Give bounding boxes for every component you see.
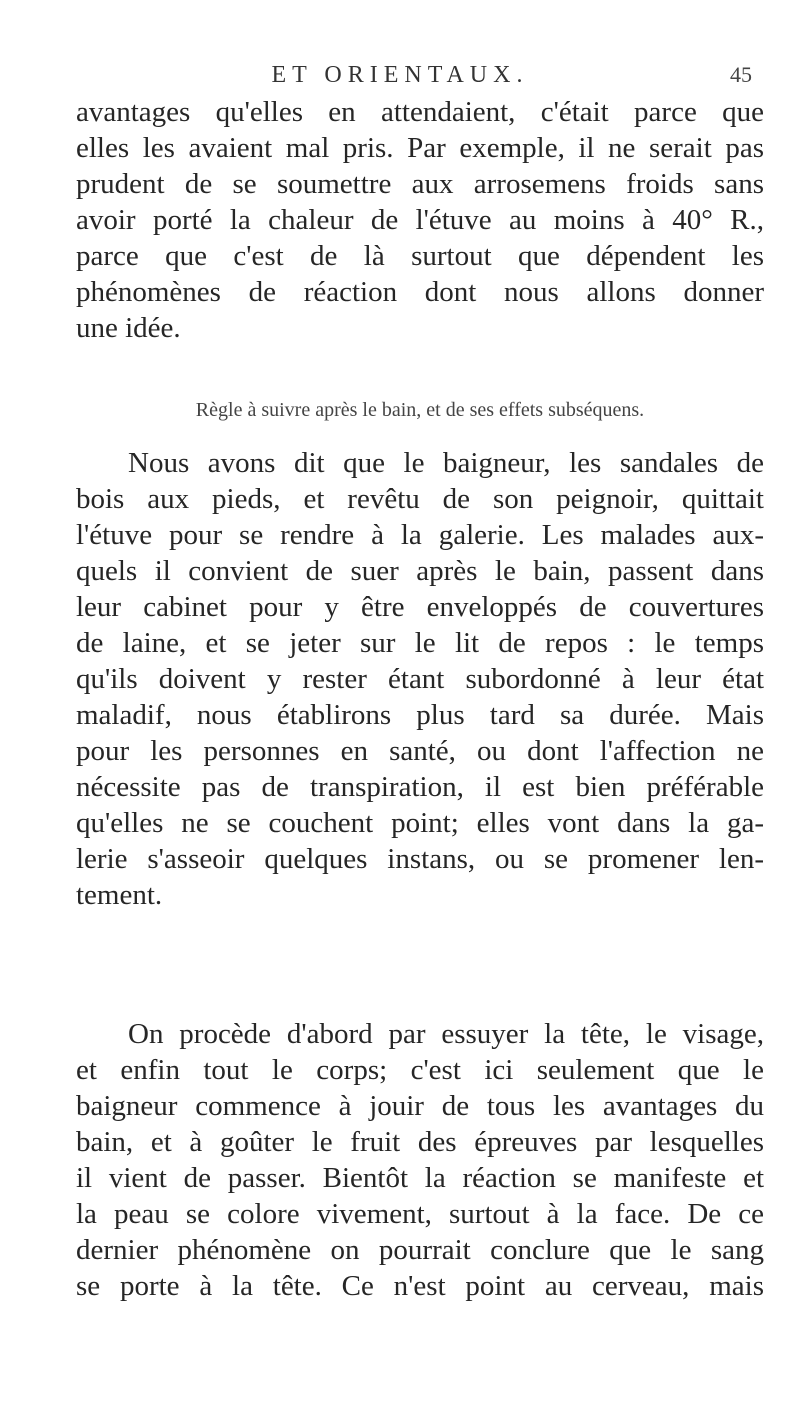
section-heading: Règle à suivre après le bain, et de ses effets subséquens.	[195, 399, 645, 421]
text-line: baigneur commence à jouir de tous les avantages du	[76, 1090, 764, 1122]
text-line: Nous avons dit que le baigneur, les sandales de	[128, 447, 764, 479]
text-line: bain, et à goûter le fruit des épreuves par lesquelles	[76, 1126, 764, 1158]
text-line: phénomènes de réaction dont nous allons donner	[76, 276, 764, 308]
paragraph-3	[76, 1016, 764, 1304]
text-line: avantages qu'elles en attendaient, c'était parce que	[76, 96, 764, 128]
text-line: bois aux pieds, et revêtu de son peignoir, quittait	[76, 483, 764, 515]
text-line: et enfin tout le corps; c'est ici seulement que le	[76, 1054, 764, 1086]
text-line: avoir porté la chaleur de l'étuve au moins à 40° R.,	[76, 204, 764, 236]
text-line: l'étuve pour se rendre à la galerie. Les malades aux-	[76, 519, 764, 551]
paragraph-1	[76, 94, 764, 346]
text-line: prudent de se soumettre aux arrosemens froids sans	[76, 168, 764, 200]
text-line: maladif, nous établirons plus tard sa durée. Mais	[76, 699, 764, 731]
running-head: ET ORIENTAUX.	[271, 62, 529, 88]
text-line: pour les personnes en santé, ou dont l'affection ne	[76, 735, 764, 767]
text-line: leur cabinet pour y être enveloppés de couvertures	[76, 591, 764, 623]
text-line: tement.	[76, 879, 163, 911]
text-line: quels il convient de suer après le bain, passent dans	[76, 555, 764, 587]
text-line: nécessite pas de transpiration, il est bien préférable	[76, 771, 764, 803]
page-header	[0, 62, 800, 92]
paragraph-2	[76, 445, 764, 913]
text-line: une idée.	[76, 312, 181, 344]
page-number: 45	[730, 62, 752, 87]
text-line: parce que c'est de là surtout que dépendent les	[76, 240, 764, 272]
text-line: On procède d'abord par essuyer la tête, le visage,	[128, 1018, 764, 1050]
text-line: la peau se colore vivement, surtout à la face. De ce	[76, 1198, 764, 1230]
text-line: il vient de passer. Bientôt la réaction se manifeste et	[76, 1162, 764, 1194]
text-line: qu'ils doivent y rester étant subordonné à leur état	[76, 663, 764, 695]
text-line: de laine, et se jeter sur le lit de repos : le temps	[76, 627, 764, 659]
text-line: se porte à la tête. Ce n'est point au cerveau, mais	[76, 1270, 764, 1302]
text-line: elles les avaient mal pris. Par exemple, il ne serait pas	[76, 132, 764, 164]
text-line: qu'elles ne se couchent point; elles vont dans la ga-	[76, 807, 764, 839]
text-line: dernier phénomène on pourrait conclure que le sang	[76, 1234, 764, 1266]
text-line: lerie s'asseoir quelques instans, ou se promener len-	[76, 843, 764, 875]
